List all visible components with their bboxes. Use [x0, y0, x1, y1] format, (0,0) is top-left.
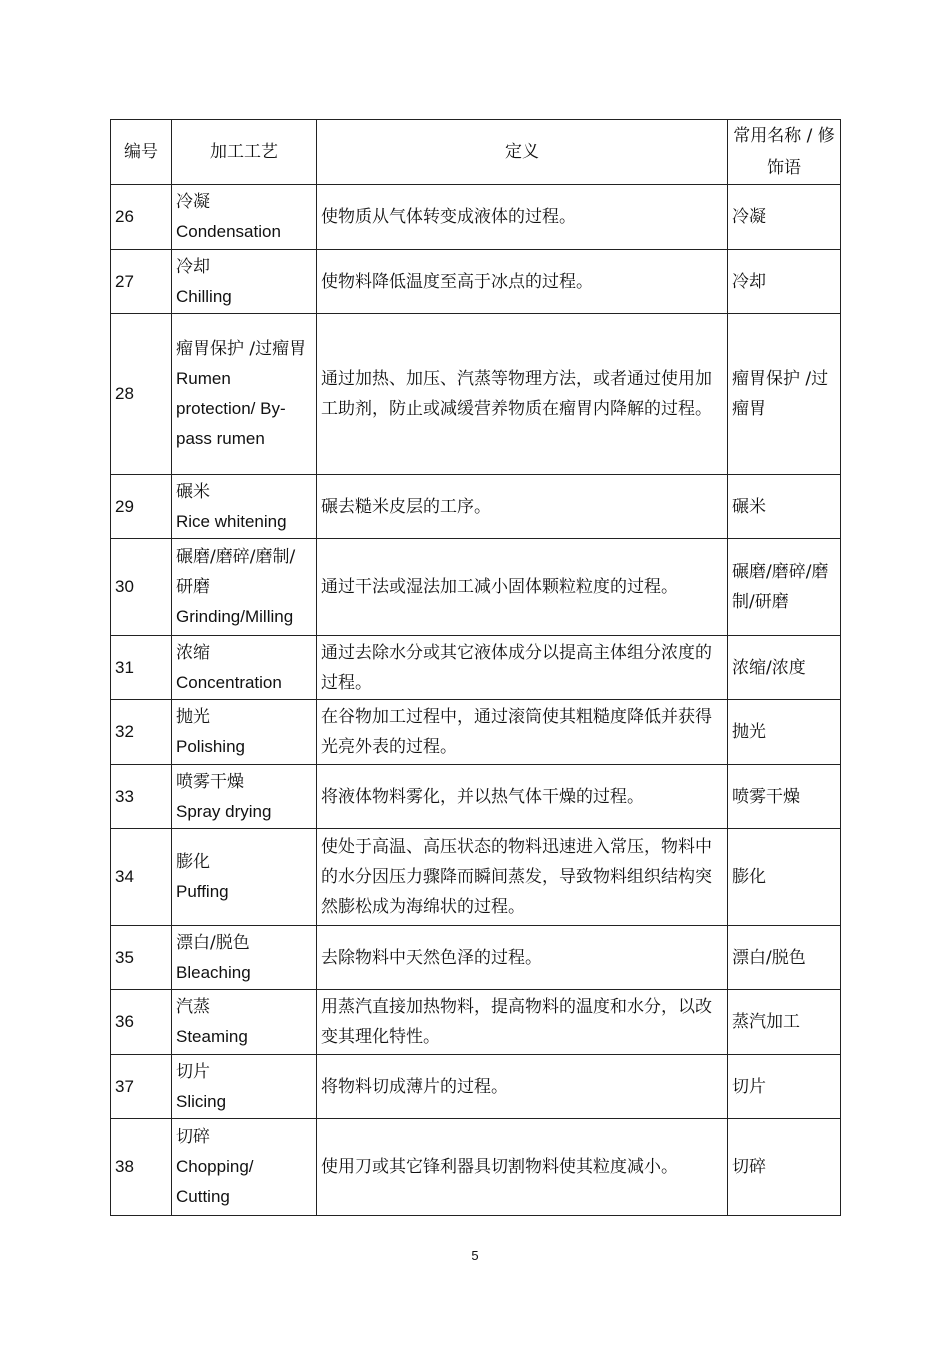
process-cn: 漂白/脱色: [176, 932, 250, 953]
table-row: [111, 829, 841, 926]
table-row: [111, 475, 841, 539]
row-process: [172, 926, 317, 990]
process-cn: 碾米: [176, 481, 210, 502]
table-header-row: [111, 120, 841, 185]
process-en: Chopping/ Cutting: [176, 1157, 254, 1206]
row-definition: 通过去除水分或其它液体成分以提高主体组分浓度的过程。: [317, 636, 728, 700]
row-num: 34: [111, 829, 172, 926]
row-num: 29: [111, 475, 172, 539]
row-definition: 通过加热、加压、汽蒸等物理方法，或者通过使用加工助剂，防止或减缓营养物质在瘤胃内降解的过程。: [317, 314, 728, 475]
process-en: Spray drying: [176, 801, 272, 821]
row-process: [172, 1055, 317, 1119]
row-num: 33: [111, 765, 172, 829]
row-common-name: 蒸汽加工: [728, 990, 841, 1055]
process-en: Condensation: [176, 222, 281, 241]
table-row: [111, 700, 841, 765]
header-num: 编号: [111, 120, 172, 185]
header-common-name: 常用名称 / 修饰语: [728, 120, 841, 185]
process-cn: 汽蒸: [176, 997, 210, 1017]
row-definition: 使物料降低温度至高于冰点的过程。: [317, 250, 728, 314]
row-common-name: 冷却: [728, 250, 841, 314]
row-num: 30: [111, 539, 172, 636]
process-en: Concentration: [176, 672, 282, 692]
process-en: Chilling: [176, 286, 232, 306]
row-num: 32: [111, 700, 172, 765]
row-num: 26: [111, 185, 172, 250]
table-row: [111, 990, 841, 1055]
table-row: [111, 765, 841, 829]
process-en: Bleaching: [176, 962, 251, 982]
row-definition: 去除物料中天然色泽的过程。: [317, 926, 728, 990]
row-process: [172, 185, 317, 250]
row-common-name: 抛光: [728, 700, 841, 765]
process-en: Grinding/Milling: [176, 607, 294, 626]
row-definition: 在谷物加工过程中，通过滚筒使其粗糙度降低并获得光亮外表的过程。: [317, 700, 728, 765]
row-common-name: 碾米: [728, 475, 841, 539]
row-common-name: 漂白/脱色: [728, 926, 841, 990]
row-definition: 使处于高温、高压状态的物料迅速进入常压，物料中的水分因压力骤降而瞬间蒸发，导致物料组织结构突然膨松成为海绵状的过程。: [317, 829, 728, 926]
row-definition: 使用刀或其它锋利器具切割物料使其粒度减小。: [317, 1119, 728, 1216]
row-common-name: 瘤胃保护 /过瘤胃: [728, 314, 841, 475]
row-common-name: 切碎: [728, 1119, 841, 1216]
row-num: 37: [111, 1055, 172, 1119]
row-process: [172, 314, 317, 475]
page-number: 5: [471, 1248, 479, 1263]
row-common-name: 切片: [728, 1055, 841, 1119]
row-process: [172, 636, 317, 700]
table-row: [111, 1119, 841, 1216]
row-process: [172, 829, 317, 926]
row-definition: 碾去糙米皮层的工序。: [317, 475, 728, 539]
process-en: Puffing: [176, 882, 229, 901]
process-cn: 切碎: [176, 1127, 210, 1147]
process-cn: 膨化: [176, 852, 210, 872]
row-num: 35: [111, 926, 172, 990]
row-common-name: 冷凝: [728, 185, 841, 250]
row-num: 36: [111, 990, 172, 1055]
process-cn: 瘤胃保护 /过瘤胃: [176, 339, 307, 359]
processing-terms-table: [110, 119, 841, 1216]
process-cn: 喷雾干燥: [176, 771, 244, 792]
row-process: [172, 250, 317, 314]
row-process: [172, 765, 317, 829]
row-common-name: 碾磨/磨碎/磨制/研磨: [728, 539, 841, 636]
process-en: Rumen protection/ By-pass rumen: [176, 369, 286, 448]
row-num: 27: [111, 250, 172, 314]
header-process: 加工工艺: [172, 120, 317, 185]
process-cn: 浓缩: [176, 642, 210, 663]
row-definition: 通过干法或湿法加工减小固体颗粒粒度的过程。: [317, 539, 728, 636]
table-row: [111, 314, 841, 475]
table-row: [111, 250, 841, 314]
header-definition: 定义: [317, 120, 728, 185]
row-process: [172, 539, 317, 636]
process-cn: 碾磨/磨碎/磨制/研磨: [176, 547, 296, 597]
row-process: [172, 475, 317, 539]
process-cn: 切片: [176, 1061, 210, 1082]
process-en: Polishing: [176, 737, 245, 756]
row-num: 31: [111, 636, 172, 700]
process-en: Steaming: [176, 1027, 248, 1046]
table-row: [111, 636, 841, 700]
process-en: Slicing: [176, 1091, 227, 1111]
table-row: [111, 1055, 841, 1119]
row-definition: 将物料切成薄片的过程。: [317, 1055, 728, 1119]
row-definition: 用蒸汽直接加热物料，提高物料的温度和水分，以改变其理化特性。: [317, 990, 728, 1055]
row-process: [172, 700, 317, 765]
process-en: Rice whitening: [176, 511, 287, 531]
row-common-name: 喷雾干燥: [728, 765, 841, 829]
table-row: [111, 926, 841, 990]
row-num: 38: [111, 1119, 172, 1216]
table-row: [111, 185, 841, 250]
row-num: 28: [111, 314, 172, 475]
row-process: [172, 1119, 317, 1216]
process-cn: 抛光: [176, 707, 210, 727]
table-row: [111, 539, 841, 636]
row-common-name: 膨化: [728, 829, 841, 926]
process-cn: 冷却: [176, 256, 210, 277]
row-definition: 使物质从气体转变成液体的过程。: [317, 185, 728, 250]
row-definition: 将液体物料雾化，并以热气体干燥的过程。: [317, 765, 728, 829]
process-cn: 冷凝: [176, 192, 210, 212]
row-process: [172, 990, 317, 1055]
row-common-name: 浓缩/浓度: [728, 636, 841, 700]
